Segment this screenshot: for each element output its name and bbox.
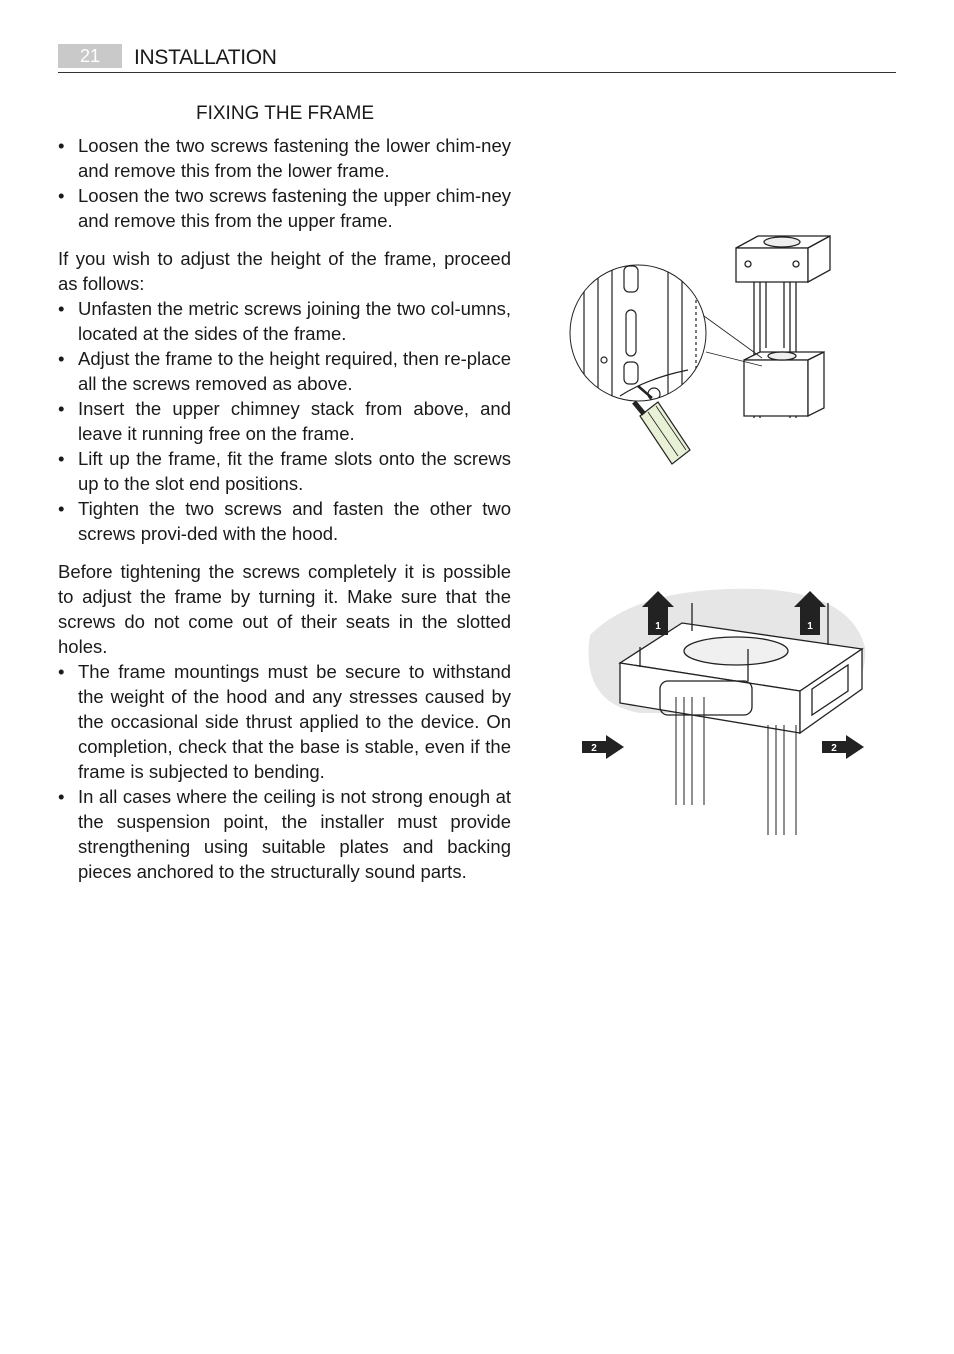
- step-list-2: [58, 296, 511, 546]
- arrow-right-icon: [582, 735, 624, 759]
- arrow-label: 2: [831, 743, 837, 754]
- list-item: • Lift up the frame, fit the frame slots onto the screws up to the slot end positions.: [58, 446, 511, 496]
- arrow-label: 1: [655, 621, 661, 632]
- arrow-label: 1: [807, 621, 813, 632]
- list-item: • Adjust the frame to the height required, then re-place all the screws removed as above.: [58, 346, 511, 396]
- frame-adjust-illustration: [568, 228, 858, 468]
- list-item: • Unfasten the metric screws joining the two col-umns, located at the sides of the frame.: [58, 296, 511, 346]
- instructions-column: [58, 101, 511, 884]
- list-item: • Loosen the two screws fastening the lower chim-ney and remove this from the lower frame.: [58, 133, 511, 183]
- paragraph-adjust: Before tightening the screws completely it is possible to adjust the frame by turning it. Make sure that the screws do not come out of their seats in the slotted holes.: [58, 561, 511, 657]
- page-header: [58, 44, 896, 73]
- step-list-1: [58, 133, 511, 233]
- arrow-right-icon: [822, 735, 864, 759]
- list-item: • Insert the upper chimney stack from above, and leave it running free on the frame.: [58, 396, 511, 446]
- paragraph-intro: If you wish to adjust the height of the frame, proceed as follows:: [58, 248, 511, 294]
- arrow-label: 2: [591, 743, 597, 754]
- frame-ceiling-illustration: [580, 585, 870, 840]
- subheading: FIXING THE FRAME: [196, 103, 375, 124]
- section-title: INSTALLATION: [134, 46, 277, 69]
- list-item: • Loosen the two screws fastening the upper chim-ney and remove this from the upper frame.: [58, 183, 511, 233]
- list-item: • In all cases where the ceiling is not strong enough at the suspension point, the installer must provide strengthening using suitable plates and backing pieces anchored to the structurally sound parts.: [58, 784, 511, 884]
- step-list-3: [58, 659, 511, 884]
- list-item: • Tighten the two screws and fasten the other two screws provi-ded with the hood.: [58, 496, 511, 546]
- page-number: 21: [58, 44, 122, 68]
- list-item: • The frame mountings must be secure to withstand the weight of the hood and any stresses caused by the occasional side thrust applied to the device. On completion, check that the base is stable, even if the frame is subjected to bending.: [58, 659, 511, 784]
